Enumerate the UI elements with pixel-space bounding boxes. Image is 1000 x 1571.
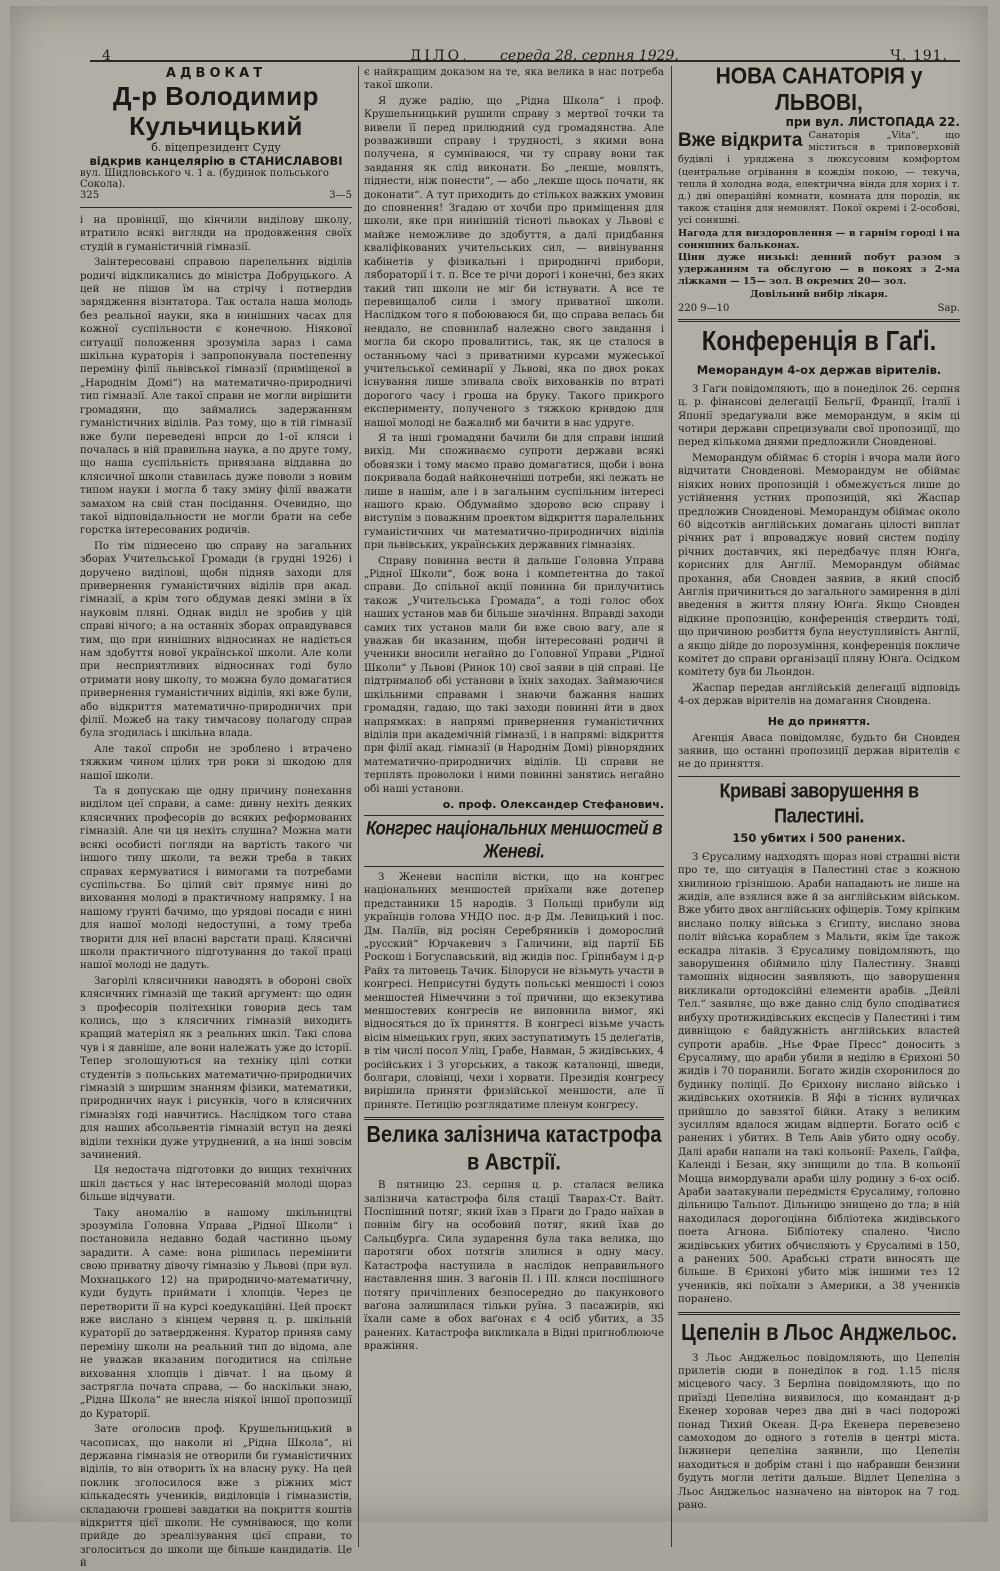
sanatorium-codes	[678, 303, 960, 314]
sanatorium-address: при вул. ЛИСТОПАДА 22.	[785, 115, 960, 129]
paragraph: є найкращим доказом на те, яка велика в нас потреба такої школи.	[364, 67, 664, 92]
paragraph: Жаспар передав англійській делегації відповідь 4-ох держав вірителів на домагання Сновдена.	[678, 682, 960, 708]
divider	[678, 776, 960, 777]
sanatorium-opened: Вже відкрита	[678, 130, 803, 151]
column-3	[678, 63, 960, 1551]
newspaper-title: ДІЛО,	[410, 48, 470, 64]
sanatorium-text: Нагода для виздоровлення — в гарнім городі і на соняшних бальконах.	[678, 227, 960, 251]
sanatorium-text: Довільний вибір лікаря.	[750, 288, 888, 300]
ad-name: Д-р Володимир Кульчицький	[112, 81, 320, 141]
column-divider	[358, 66, 359, 1547]
headline-zeppelin: Цепелін в Льос Анджельос.	[681, 1319, 957, 1346]
author-signature: о. проф. Олександер Стефанович.	[442, 797, 664, 811]
paragraph: Загорілі клясичники наводять в обороні своїх клясичних гімназій ще такий аргумент: що один з професорів політехніки говорив десь там колись, що з клясичних гімназій виходить кращий матеріял як з реальних шкіл. Такі слова чув і я давніше, але вони належать уже до історії. Тепер зголошуються на техніку цілі сотки студентів з польських математично-природничих гімназій з ширшим знанням фізики, математики, природничих наук і рисунків, чого в клясичних гімназіях годі навчитись. Наслідком того става для наших абсольвентів гімназій вступ на деякі віділи техніки дуже утруднений, а на інші зовсім зачинений.	[80, 975, 352, 1162]
headline-congress: Конгрес національних меншостей в Женеві.	[366, 816, 662, 862]
column-2	[364, 66, 664, 1551]
paragraph: Агенція Аваса повідомляє, будьто би Сновден заявив, що останні пропозиції держав вірителів є не до приняття.	[678, 732, 960, 771]
paragraph: Справу повинна вести й дальше Головна Управа „Рідної Школи“, бож вона і компетентна до такої справи. До спільної акції повинна би прилучитись також „Учительська Громада“, а тоді голос обох наших установ мав би більше значіння. Вправді заходи самих тих установ мали би вже свою вагу, але я уважав би вказаним, щоби інтересовані родичі й ученики вносили негайно до Головної Управи „Рідної Школи“ у Львові (Ринок 10) свої заяви в цій справі. Це підтрималоб обі установи в їхніх заходах. Займаючися шкільними справами і знаючи бажання наших громадян, гадаю, що такі заходи повинні йти в двох напрямках: в напрямі привернення гуманістичних віділів при академічній гімназії, і в напрямі: відкриття при філії акад. гімназії (в Народнім Домі) рівнорядних математично-природничих віділів. Ці справи не терплять проволоки і ними повинні занятись негайно обі наші установи.	[364, 555, 664, 795]
ad-code-left: 325	[80, 190, 100, 201]
paragraph: Та я допускаю ще одну причину понехання виділом цеї справи, а саме: дивну нехіть деяких клясичних професорів до всяких реформованих гімназій. Але чи ця нехіть слушна? Можна мати всякі особисті погляди на вартість такого чи іншого типу школи, та вежи треба в таких справах кермуватися і вимогами та потребами суспільства. Бо цілий світ прямує нині до виховання молоді в практичному напрямку. І на нашому ґрунті бачимо, що урядові посади є нині для нашої молоді недоступні, а тому треба творити для неї власні варстати праці. Клясичні школи практичного підготування до такої праці нашої молоді не дадуть.	[80, 786, 352, 972]
lawyer-advertisement	[80, 66, 352, 208]
divider	[364, 866, 664, 867]
paragraph: В пятницю 23. серпня ц. р. сталася велика залізнича катастрофа біля стації Тварах-Ст. Вайт. Поспішний потяг, який їхав з Праги до Градо наїхав в повнім бігу на особовий потяг, який їхав до Сальцбурґа. Сила зударення була така велика, що паротяги обох потягів злилися в одну масу. Катастрофа наступила в наслідок неправильного наставлення шин. З ваґонів ІІ. і ІІІ. кляси поспішного потягу причіплених безпосередно до пакункового ваґона залишилася тільки руїна. З пасажирів, які їхали саме в обох ваґонах є 4 осіб убитих, а 35 ранених. Катастрофа викликала в Відні пригноблююче вражіння.	[364, 1180, 664, 1353]
ad-opened: відкрив канцелярію в СТАНИСЛАВОВІ	[89, 154, 343, 168]
sanatorium-advertisement	[678, 63, 960, 314]
issue-number: Ч. 191.	[890, 48, 948, 64]
ad-address: вул. Шидловського ч. 1 а. (будинок польського Сокола).	[80, 168, 329, 190]
paragraph: Зате оголосив проф. Крушельницький в часописах, що наколи ні „Рідна Школа“, ні державна гімназія не отворили би гуманістичних віділів, то він отворить їх на власну руку. На цей поклик зголосилося вже з ріжних міст кількадесять учеників, виділовців і гімназистів, складаючи грошеві завдатки на покриття коштів відкриття цієї школи. Не сумніваюся, що коли прийде до зреалізування цієї справи, то зголоситься до школи ще більше кандидатів. Це й	[80, 1424, 352, 1570]
paragraph: Ця недостача підготовки до вищих технічних шкіл дається у нас інтересованій молоді щораз більше відчувати.	[80, 1165, 352, 1204]
headline-rail-disaster: Велика залізнича катастрофа в Австрії.	[366, 1122, 662, 1176]
paragraph: Меморандум обіймає 6 сторін і вчора мали його відчитати Сновденові. Меморандум не обіймає ніяких нових пропозицій і обмежується лише до устійнення устних пропозицій, які Жаспар предложив Сновденові. Меморандум обіймає около 60 відсотків англійських домагань цілості виплат річних рат і впроваджує новий систем поділу річних доставчих, які передбачує плян Юнґа, корисних для Англії. Меморандум обіймає прохання, аби Сновден заявив, в який спосіб Англія причиниться до загального замирення в ділі введення в життя пляну Юнґа. Якщо Сновден відкине пропозицію, конференція ствердить тоді, що причиною розбиття була неуступливість Англії, а якщо дійде до порозуміння, конференція покличе комітет до справи організації пляну Юнґа. Осідком комітету був би Льондон.	[678, 452, 960, 679]
paragraph: і на провінції, що кінчили виділову школу, втратило всякі вигляди на продовження своїх студій в гуманістичній гімназії.	[80, 215, 352, 253]
ad-label: АДВОКАТ	[165, 66, 267, 81]
paragraph: З Єрусалиму надходять щораз нові страшні вісти про те, що ситуація в Палестині стає з кожною хвилиною грізнішою. Араби нападають не лише на жидів, але взялися вже й за англійським військом. Вже убито двох англійських офіцерів. Тому кріпким вислано полку війська з Єгипту, вислано знова політ війська кораблем з Мальти, якім їде також ескадра літаків. З Єрусалиму повідомляють, що заворушення обіймило цілу Палестину. Знавці тамошніх відносин заявляють, що заворушення викликали ортодоксійні елементи арабів. „Дейлі Тел.“ заявляє, що вже давно слід було сподіватися вибуху протижидівських ексцесів у Палестині і тим дивніщою є байдужність англійських властей супроти арабів. „Нье Фрае Пресс“ доносить з Єрусалиму, що араби убили в неділю в Єрихоні 50 жидів і 70 поранили. Богато жидів схоронилося до будинку поліції. До Єрихону вислано військо і жидівських охотників. В Яфі в тісних вуличках прийшло до завзятої бійки. Атаку з великим зусиллям вдалося жидам відперти. Богато осіб є ранених і убитих. В Тель Авів убито одну особу. Далі араби напали на такі кольонії: Рахель, Гайфа, Календі і Безан, яку знищили до тла. В кольонії Моцца вимордували араби цілу родину з 6-ох осіб. Араби заатакували передмістя Єрусалиму, головно дільницю Тальпот. Дільницю знищено до тла; в ній находилася дорогоцінна бібліотека жидівського поета Агнона. Бібліотеку спалено. Число жидівських убитих обчисляють у Єрусалимі в 150, а ранених 500. Арабські страти виносять ще більше. В Єрихоні убито між іншими тез 12 учеників, які поїхали з Америки, а 38 учеників поранено.	[678, 851, 960, 1306]
issue-date: середа 28. серпня 1929.	[500, 48, 679, 64]
divider	[364, 1117, 664, 1120]
header-rule	[90, 60, 960, 62]
ad-codes	[80, 190, 352, 201]
divider	[364, 815, 664, 816]
paragraph: Таку аномалію в нашому шкільництві зрозуміла Головна Управа „Рідної Школи“ і постановила недавно бодай частинно цьому зарадити. А саме: вона рішилась перемінити свою приватну дівочу гімназію у Львові (при вул. Мохнацького 12) на природничо-математичну, куди будуть приймати і хлопців. Через це перетворити її на курсі коедукаційні. Цей проєкт вже вислано з кінцем червня ц. р. шкільній кураторії до затвердження. Куратор приняв саму переміну школи на реальний тип до відома, але не уважав вказаним погодитися на спільне виховання хлопців і дівчат. І на цьому й застрягла почата справа, — бо наскільки знаю, „Рідна Школа“ не внесла ніякої іншої пропозиції до Кураторії.	[80, 1207, 352, 1420]
ad-code-right: 3—5	[329, 190, 352, 201]
divider	[678, 319, 960, 322]
sanatorium-title: НОВА САНАТОРІЯ у ЛЬВОВІ,	[715, 63, 923, 116]
headline-conference: Конференція в Гаґі.	[701, 325, 937, 357]
paragraph: Заінтересовані справою парелельних віділів родичі відкликались до міністра Добруцького. А цей не пішов їм на стрічу і потвердив зарядження візитатора. Так остала наша молодь без реальної науки, яка в нинішних часах для кожної суспільности є конечною. Ніякової ситуації положення зрозуміла зараз і сама шкільна кураторія і запропонувала постепенну переміну філії львівської гімназії (приміщеної в „Народнім Домі“) на математично-природничі тип гімназії. Але такої справи не могли вирішити громадяни, що займались задержанням гуманістичних віділів. Раз тому, що в тій гімназії вже були переведені впрси до 1-ої кляси і почалась в ній правильна наука, а по друге тому, що наша суспільність привязана віддавна до клясичної школи ставилась дуже поволи з новим типом науки і могла б таку зміну філії вважати замахом на свій стан посідання. Очевидно, що такої відповідальности не могли брати на себе горстка інтересованих родичів.	[80, 257, 352, 537]
headline-palestine: Криваві заворушення в Палестині.	[719, 778, 919, 827]
ad-title: б. віцепрезидент Суду	[151, 141, 281, 154]
column-divider	[671, 66, 672, 1547]
ad-code-right: Sap.	[937, 302, 960, 314]
paragraph: Я дуже радію, що „Рідна Школа“ і проф. Крушельницький рушили справу з мертвої точки та вивели її перед прилюдний суд громадянства. Але розваживши справу і трудності, з якими вона получена, я сумніваюся, чи ту справу вони так завдання як слід виконати. Бо „лекше, мовлять, піднести, ніж понести“, — або „лекше щось почати, як доконати“. А тут приходить до стількох важких умовин до сповнення! Згадаю от хочби про приміщення для школи, яке при нинішній тісноті львоках у Львові є майже неможливе до здобуття, а далі придбання кваліфікованих учительських сил, — вивінування кабінетів у фізикальні і природничі прибори, лябораторії і т. п. Все те річи дорогі і конечні, без яких такий тип школи не міг би істнувати. А все те перевищалоб сили і змогу приватної школи. Наслідком того я побоюваюся би, що справа велась би невдало, не сповнилаб належно свого завдання і могла би скоро провалитись, так, як це сталося в останньому часі з приватними курсами мужеської учительської семинарії у Львові, яка по двох роках існування лише зливала своїх вихованків по втраті дорогого часу і гроша на бруку. Такого прикрого експерименту, полученого з тяжкою кривдою для нашої молоді не бажалиб ми бачити в нас удруге.	[364, 95, 664, 429]
divider	[678, 1312, 960, 1315]
subheadline: 150 убитих і 500 ранених.	[732, 830, 906, 845]
paragraph: З Льос Анджельос повідомляють, що Цепелін прилетів сюди в понеділок в год. 1.15 після місцевого часу. З Берліна повідомляють, що по приїзді Цепеліна виявилося, що командант д-р Екенер хоровав через два дні в часі подорожі понад Тихий Океан. Д-ра Екенера перевезено самоходом до одного з готелів в центрі міста. Інжинери цепеліна заявили, що Цепелін находиться в добрім стані і що набравши бензини будуть могли летіти дальше. Відлет Цепеліна з Льос Анджельос назначено на вівторок на 7 год. рано.	[678, 1352, 960, 1512]
subheadline: Не до приняття.	[767, 714, 871, 728]
paragraph: Але такої спроби не зроблено і втрачено тяжким чином цілих три роки зі шкодою для нашої школи.	[80, 743, 352, 782]
paragraph: З Женеви наспіли вістки, що на конгрес національних меншостей приїхали вже дотепер представники 15 народів. З Польщі прибули від українців голова УНДО пос. д-р Дм. Левицький і пос. Дм. Паліїв, від росіян Серебряників і доморослий „русский“ Юрчакевич з Галичини, від партії ББ Роскош і Богуславський, від жидів пос. Ґріпнбаум і д-р Райх та литовець Тачик. Білоруси не візьмуть участи в конгресі. Неприсутні будуть польські меншості і союз меншостей Німеччини з тої причини, що екзекутива меншостевих конгресів не виповнила вимог, які відносяться до їх приняття. В конгресі візьме участь вісім німецьких груп, яких заступатимуть 15 делеґатів, в тім числі посол Уліц, Ґрабе, Навман, 5 жидівських, 4 російських і 3 угорських, а також каталонці, шведи, болгари, словінці, чехи і хорвати. Президія конгресу вирішила приняти фризійської меншости, але її приняте. Петицію розглядатиме пленум конгресу.	[364, 871, 664, 1111]
column-1	[80, 66, 352, 1570]
paragraph: По тім піднесено цю справу на загальних зборах Учительської Громади (в грудні 1926) і доручено виділові, щоби підняв заходи для привернення гуманістичних віділів при акад. гімназії, а крім того обдумав деякі зміни в їх науковім пляні. Однак виділ не зробив у цій справі нічого; а на останніх зборах оправдувався тим, що при нинішних відносинах не надіється нам здобуття нової української школи. Але коли при несприятливих відносинах годі було отримати нову школу, то можна було домагатися привернення гуманістичних віділів, які вже були, або відкриття математично-природничих при філії. Можеб на таку тимчасову полагоду справ була згодилась і шкільна влада.	[80, 540, 352, 740]
paragraph: Я та інші громадяни бачили би для справи інший вихід. Ми споживаємо супроти держави всякі обовязки і тому маємо право домагатися, щоби і вона покривала бодай найконечніші потреби, які лежать не лише в нашім, але і в загальним суспільним інтересі нашого краю. Обдумаймо здорово всю справу і виступім з поважним проектом відкриття паралельних гуманістичних чи математично-природничих віділів при львівських, українських державних гімназіях.	[364, 432, 664, 552]
page-number: 4	[102, 48, 112, 64]
subheadline: Меморандум 4-ох держав вірителів.	[696, 362, 942, 377]
paragraph: З Гаґи повідомляють, що в понеділок 26. серпня ц. р. фінансові делегації Бельгії, Франції, Італії і Японії зредагували вже меморандум, в якім ці чотири держави спрецизували свої пропозиції, що перед кількома днями предложили Сновденові.	[678, 383, 960, 449]
ad-code-left: 220 9—10	[678, 302, 730, 314]
sanatorium-text: Ціни дуже низькі: денний побут разом з удержанням та обслугою — в покоях з 2-ма ліжками — 15— зол. В окремих 20— зол.	[678, 252, 960, 288]
sanatorium-text: Санаторія „Vita“, що міститься в триповерховій будівлі і уряджена з люксусовим комфортом (центральне огрівання в кождім покою, — текуча, тепла й холодна вода, електрична вінда для хорих і т. д.) дві операційні комнати, комната для породів, як також стаціня для немовлят. Покої окремі і 2-особові, усі соняшні.	[678, 130, 960, 227]
